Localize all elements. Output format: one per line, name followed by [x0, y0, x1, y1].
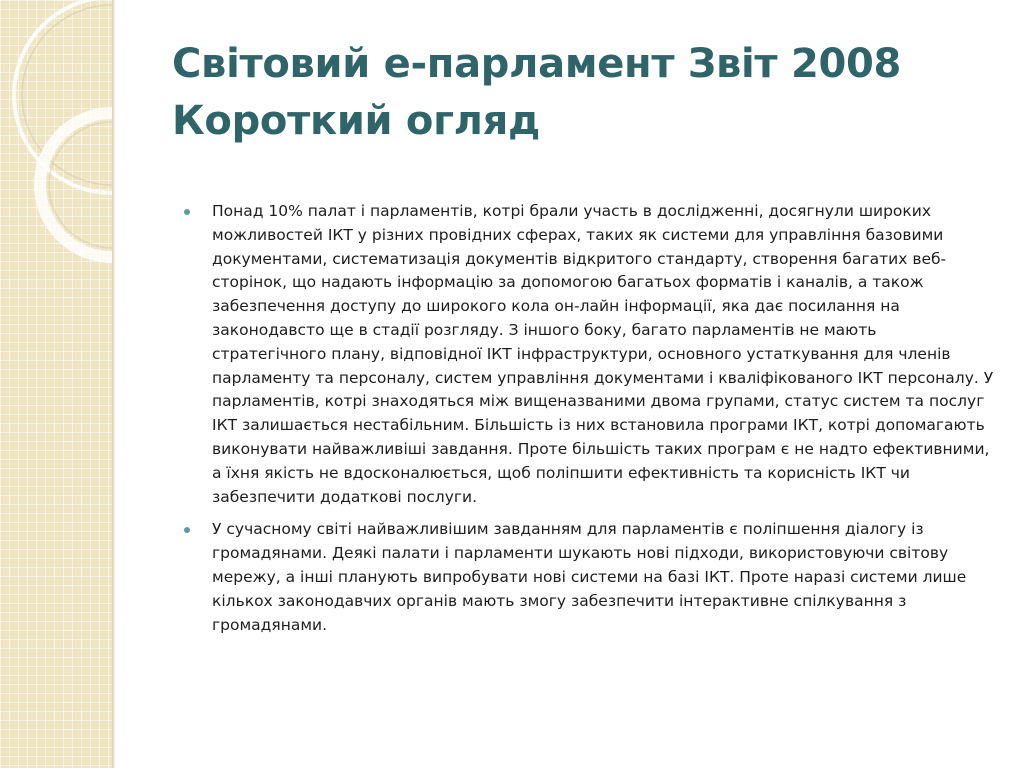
decorative-side-panel	[0, 0, 112, 768]
slide-title-line-2: Короткий огляд	[172, 98, 541, 144]
slide-title	[172, 36, 992, 150]
slide-title-line-1: Світовий е-парламент Звіт 2008	[172, 41, 902, 87]
decorative-rings	[0, 0, 112, 768]
bullet-dot-icon	[184, 527, 190, 533]
bullet-text: У сучасному світі найважливішим завданням для парламентів є поліпшення діалогу із громадянами. Деякі палати і парламенти шукають нові підходи, використовуючи світову мережу, а інші планують випробувати нові системи на базі ІКТ. Проте наразі системи лише кількох законодавчих органів мають змогу забезпечити інтерактивне спілкування з громадянами.	[212, 520, 967, 634]
ring-outer	[14, 0, 112, 193]
bullet-dot-icon	[184, 209, 190, 215]
bullet-text: Понад 10% палат і парламентів, котрі брали участь в дослідженні, досягнули широких можливостей ІКТ у різних провідних сферах, таких як системи для управління базовими документами, систематизація документів відкритого стандарту, створення багатих веб-сторінок, що надають інформацію за допомогою багатьох форматів і каналів, а також забезпечення доступу до широкого кола он-лайн інформації, яка дає посилання на законодавсто ще в стадії розгляду. З іншого боку, багато парламентів не мають стратегічного плану, відповідної ІКТ інфраструктури, основного устаткування для членів парламенту та персоналу, систем управління документами і кваліфікованого ІКТ персоналу. У парламентів, котрі знаходяться між вищеназваними двома групами, статус систем та послуг ІКТ залишається нестабільним. Більшість із них встановила програми ІКТ, котрі допомагають виконувати найважливіші завдання. Проте більшість таких програм є не надто ефективними, а їхня якість не вдосконалюється, щоб поліпшити ефективність та корисність ІКТ чи забезпечити додаткові послуги.	[212, 202, 994, 506]
bullet-item	[184, 518, 994, 637]
bullet-list	[184, 200, 994, 646]
bullet-item	[184, 200, 994, 509]
side-panel-edge	[112, 0, 115, 768]
